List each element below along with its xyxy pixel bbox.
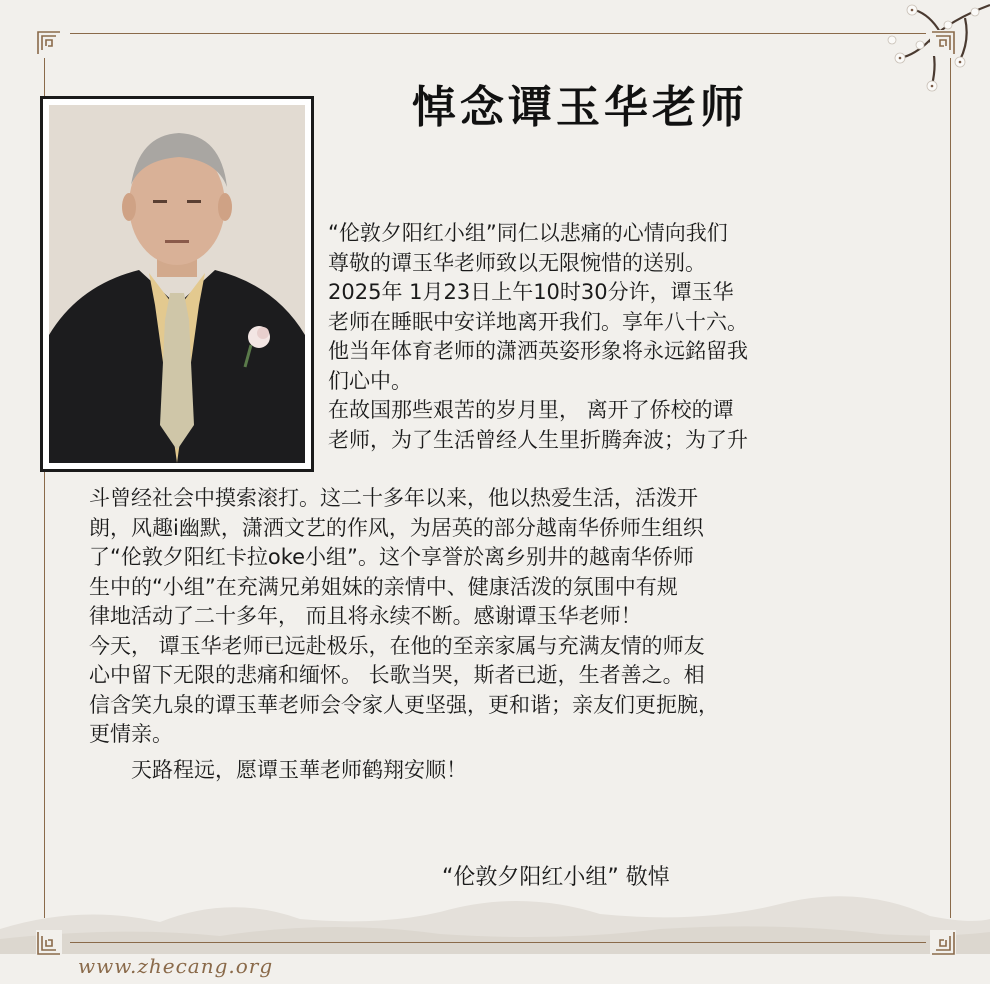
- frame-right-border: [950, 58, 951, 918]
- text-line: 天路程远，愿谭玉華老师鹤翔安顺！: [89, 757, 467, 782]
- frame-bottom-border: [70, 942, 926, 943]
- memorial-text-lower: [89, 484, 719, 785]
- text-line: 老师，为了生活曾经人生里折腾奔波；为了升: [328, 427, 748, 452]
- text-line: 尊敬的谭玉华老师致以无限惋惜的送别。: [328, 250, 706, 275]
- text-line: 朗，风趣i幽默，潇洒文艺的作风，为居英的部分越南华侨师生组织: [89, 515, 704, 540]
- text-line: 们心中。: [328, 368, 412, 393]
- frame-corner-ornament-top-right: [930, 30, 956, 56]
- text-line: 他当年体育老师的潇洒英姿形象将永远銘留我: [328, 339, 748, 363]
- text-line: 老师在睡眠中安详地离开我们。享年八十六。: [328, 309, 748, 334]
- text-line: “伦敦夕阳红小组”同仁以悲痛的心情向我们: [328, 221, 728, 245]
- portrait-photo-frame: [40, 96, 314, 472]
- text-line: 生中的“小组”在充满兄弟姐妹的亲情中、健康活泼的氛围中有规: [89, 574, 678, 599]
- frame-corner-ornament-bottom-left: [36, 930, 62, 956]
- frame-corner-ornament-bottom-right: [930, 930, 956, 956]
- signature: “伦敦夕阳红小组” 敬悼: [442, 865, 670, 890]
- text-line: 心中留下无限的悲痛和缅怀。 长歌当哭，斯者已逝，生者善之。相: [89, 663, 705, 687]
- text-line: 今天， 谭玉华老师已远赴极乐，在他的至亲家属与充满友情的师友: [89, 633, 705, 658]
- mountain-landscape-decoration: [0, 834, 990, 954]
- memorial-text-upper: [328, 219, 748, 455]
- text-line: 更情亲。: [89, 722, 173, 746]
- text-line: 在故国那些艰苦的岁月里， 离开了侨校的谭: [328, 398, 734, 422]
- text-line: 信含笑九泉的谭玉華老师会令家人更坚强，更和谐；亲友们更扼腕，: [89, 692, 719, 717]
- portrait-photo: [49, 105, 305, 463]
- text-line: 律地活动了二十多年， 而且将永续不断。感谢谭玉华老师！: [89, 604, 642, 628]
- text-line: 2025年 1月23日上午10时30分许，谭玉华: [328, 280, 734, 304]
- plum-blossom-branch-decoration: [820, 0, 990, 110]
- memorial-title: 悼念谭玉华老师: [412, 82, 748, 133]
- text-line: 了“伦敦夕阳红卡拉oke小组”。这个享誉於离乡别井的越南华侨师: [89, 545, 694, 569]
- text-line: 斗曾经社会中摸索滚打。这二十多年以来，他以热爱生活，活泼开: [89, 486, 698, 510]
- frame-top-border: [70, 33, 926, 34]
- frame-corner-ornament-top-left: [36, 30, 62, 56]
- website-watermark: www.zhecang.org: [78, 954, 274, 978]
